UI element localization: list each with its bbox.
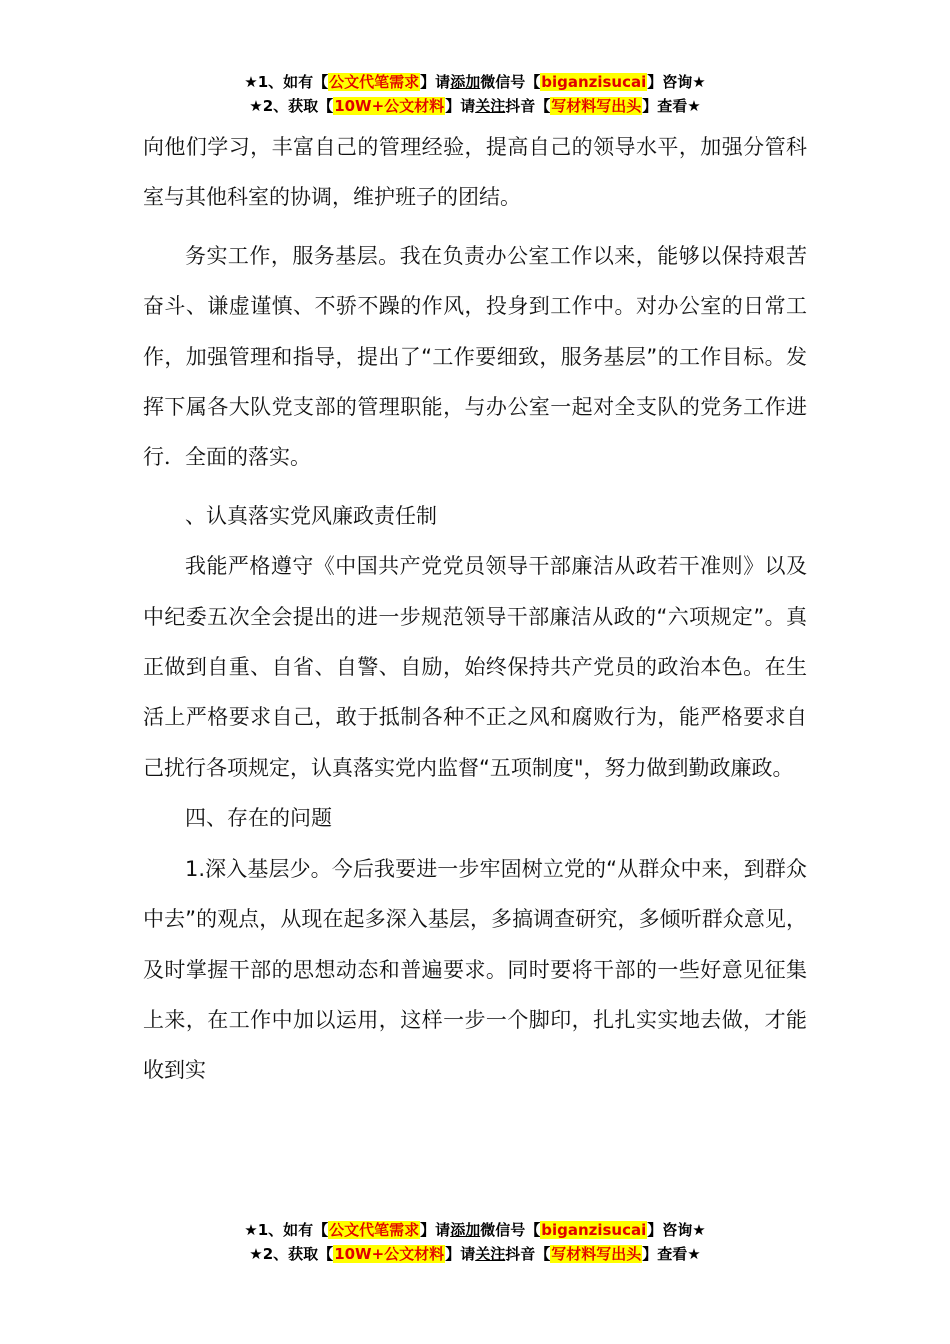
document-body — [143, 122, 807, 1096]
highlight-wechat-id: biganzisucai — [541, 1221, 647, 1239]
highlight-materials: 10W+公文材料 — [334, 1245, 445, 1263]
highlight-douyin: 写材料写出头 — [551, 97, 642, 115]
section-heading-4: 四、存在的问题 — [185, 806, 332, 831]
paragraph-3: 我能严格遵守《中国共产党党员领导干部廉洁从政若干准则》以及中纪委五次全会提出的进一步规范领导干部廉洁从政的“六项规定”。真正做到自重、自省、自警、自励，始终保持共产党员的政治本色。在生活上严格要求自己，敢于抵制各种不正之风和腐败行为，能严格要求自己扰行各项规定，认真落实党内监督“五项制度"，努力做到勤政廉政。 — [143, 554, 807, 780]
highlight-douyin: 写材料写出头 — [551, 1245, 642, 1263]
header-banner — [0, 70, 950, 118]
highlight-service: 公文代笔需求 — [329, 1221, 420, 1239]
footer-banner — [0, 1218, 950, 1266]
banner-line-1: ★1、如有【公文代笔需求】请添加微信号【biganzisucai】咨询★ — [244, 1221, 706, 1239]
paragraph-1: 向他们学习，丰富自己的管理经验，提高自己的领导水平，加强分管科室与其他科室的协调，维护班子的团结。 — [143, 135, 807, 210]
banner-line-2: ★2、获取【10W+公文材料】请关注抖音【写材料写出头】查看★ — [249, 1245, 701, 1263]
paragraph-4: 1.深入基层少。今后我要进一步牢固树立党的“从群众中来，到群众中去”的观点，从现在起多深入基层，多搞调查研究，多倾听群众意见，及时掌握干部的思想动态和普遍要求。同时要将干部的一些好意见征集上来，在工作中加以运用，这样一步一个脚印，扎扎实实地去做，才能收到实 — [143, 856, 807, 1083]
highlight-service: 公文代笔需求 — [329, 73, 420, 91]
banner-line-2: ★2、获取【10W+公文材料】请关注抖音【写材料写出头】查看★ — [249, 97, 701, 115]
highlight-materials: 10W+公文材料 — [334, 97, 445, 115]
banner-line-1: ★1、如有【公文代笔需求】请添加微信号【biganzisucai】咨询★ — [244, 73, 706, 91]
section-heading-3: 、认真落实党风廉政责任制 — [185, 503, 437, 528]
highlight-wechat-id: biganzisucai — [541, 73, 647, 91]
paragraph-2: 务实工作，服务基层。我在负责办公室工作以来，能够以保持艰苦奋斗、谦虚谨慎、不骄不躁的作风，投身到工作中。对办公室的日常工作，加强管理和指导，提出了“工作要细致，服务基层”的工作目标。发挥下属各大队党支部的管理职能，与办公室一起对全支队的党务工作进行．全面的落实。 — [143, 243, 807, 470]
